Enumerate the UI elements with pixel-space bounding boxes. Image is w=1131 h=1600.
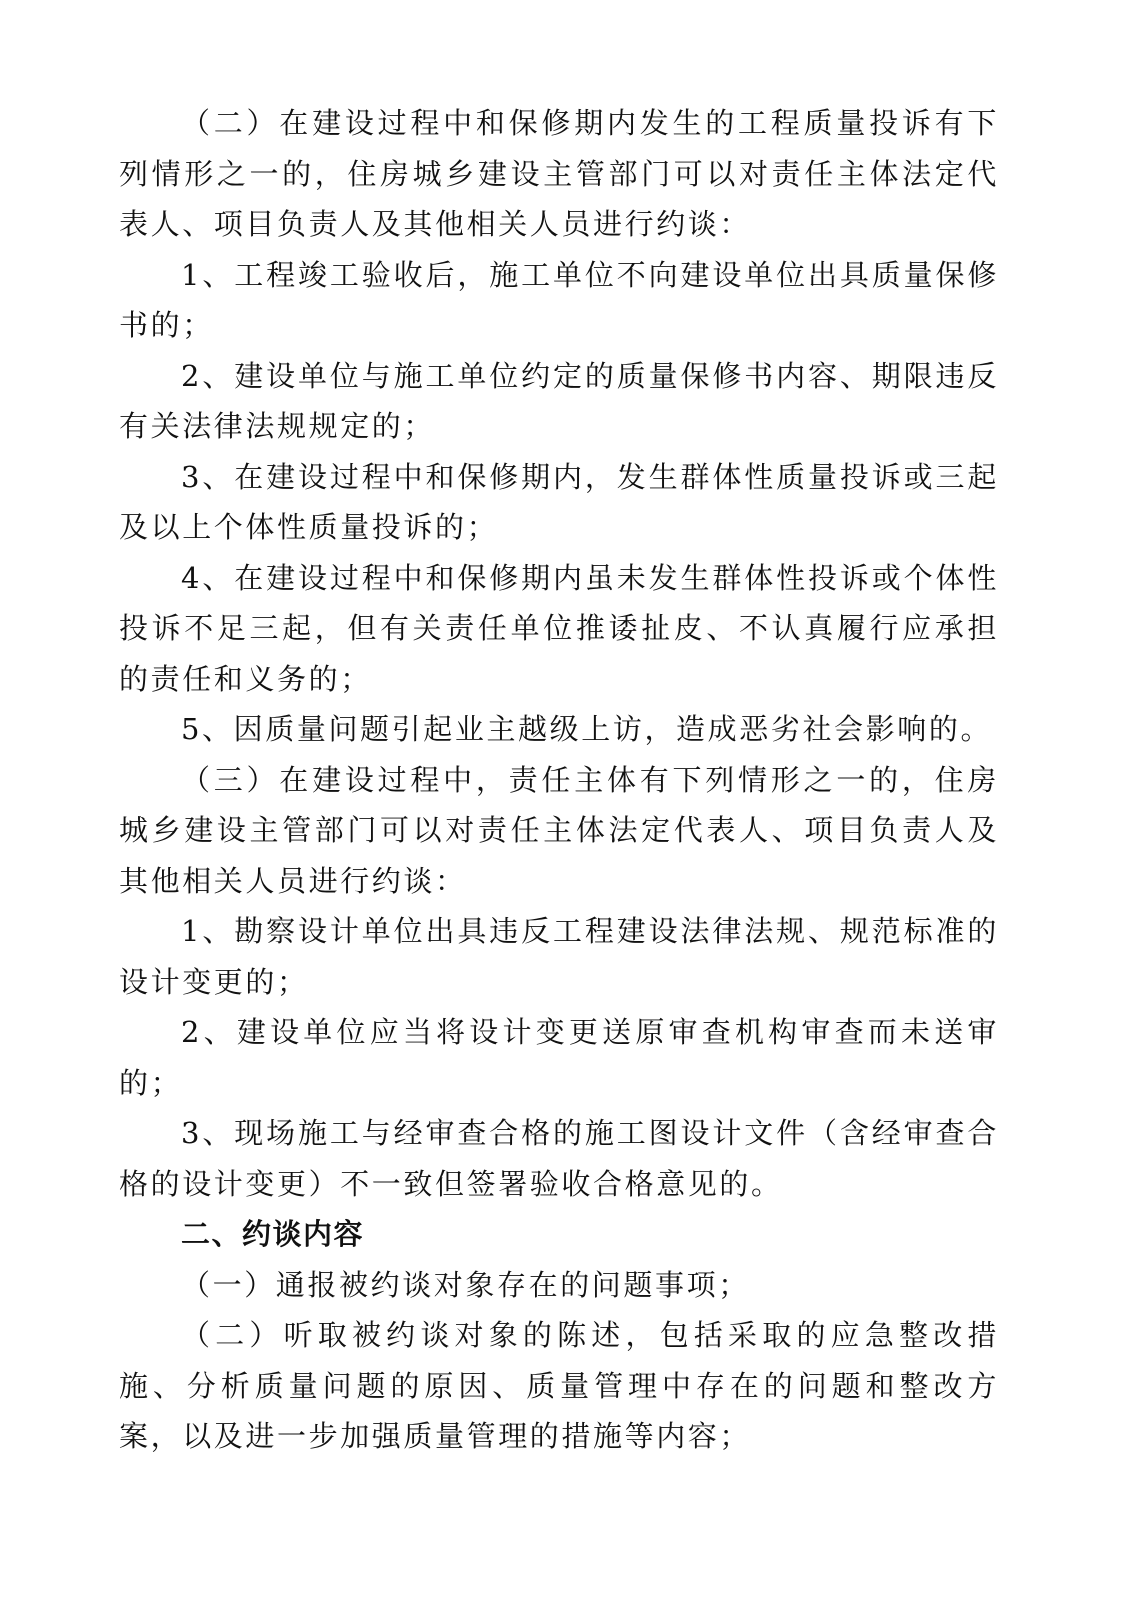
document-body [119, 98, 999, 1462]
list-item-2-1: 1、工程竣工验收后，施工单位不向建设单位出具质量保修书的； [119, 257, 999, 342]
paragraph-clause-2: （二）在建设过程中和保修期内发生的工程质量投诉有下列情形之一的，住房城乡建设主管部门可以对责任主体法定代表人、项目负责人及其他相关人员进行约谈： [119, 106, 999, 241]
paragraph-clause-3: （三）在建设过程中，责任主体有下列情形之一的，住房城乡建设主管部门可以对责任主体法定代表人、项目负责人及其他相关人员进行约谈： [119, 762, 999, 898]
paragraph-content-2: （二）听取被约谈对象的陈述，包括采取的应急整改措施、分析质量问题的原因、质量管理中存在的问题和整改方案，以及进一步加强质量管理的措施等内容； [119, 1318, 999, 1453]
list-item-3-2: 2、建设单位应当将设计变更送原审查机构审查而未送审的； [119, 1015, 999, 1100]
paragraph-content-1: （一）通报被约谈对象存在的问题事项； [181, 1267, 750, 1302]
list-item-2-4: 4、在建设过程中和保修期内虽未发生群体性投诉或个体性投诉不足三起，但有关责任单位推诿扯皮、不认真履行应承担的责任和义务的； [119, 560, 999, 696]
list-item-3-3: 3、现场施工与经审查合格的施工图设计文件（含经审查合格的设计变更）不一致但签署验收合格意见的。 [119, 1116, 999, 1201]
section-heading: 二、约谈内容 [181, 1217, 365, 1251]
list-item-2-2: 2、建设单位与施工单位约定的质量保修书内容、期限违反有关法律法规规定的； [119, 358, 999, 443]
list-item-2-5: 5、因质量问题引起业主越级上访，造成恶劣社会影响的。 [181, 712, 993, 746]
list-item-3-1: 1、勘察设计单位出具违反工程建设法律法规、规范标准的设计变更的； [119, 914, 999, 999]
list-item-2-3: 3、在建设过程中和保修期内，发生群体性质量投诉或三起及以上个体性质量投诉的； [119, 459, 999, 544]
